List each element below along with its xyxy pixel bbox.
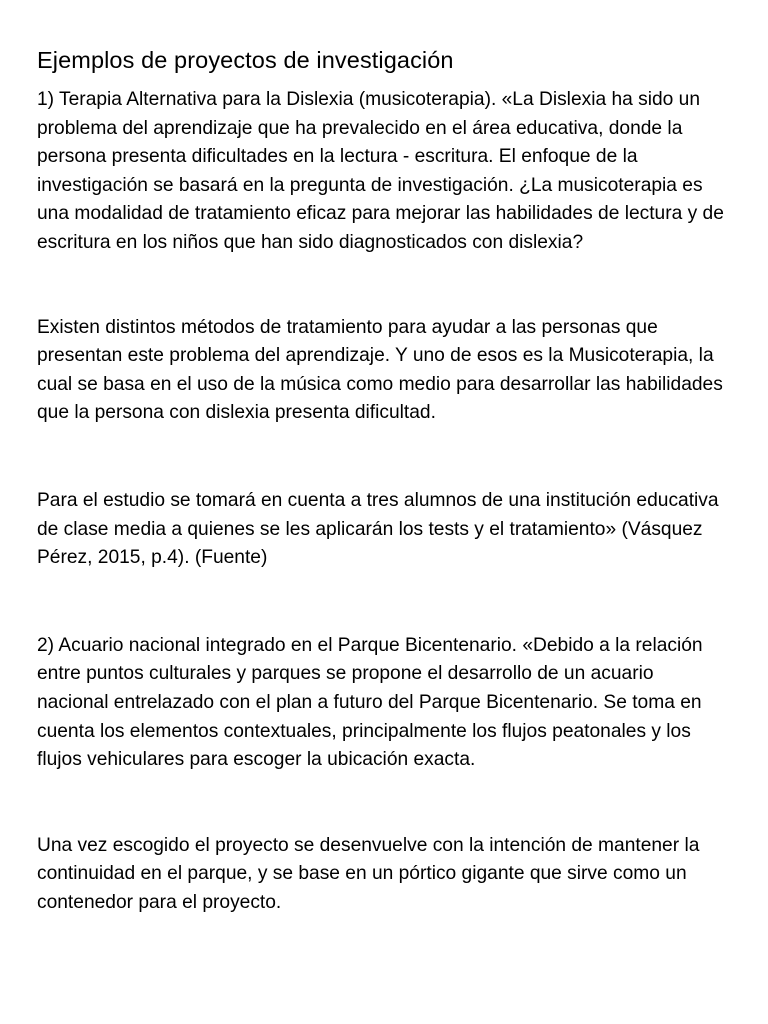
paragraph-dislexia-methods: Existen distintos métodos de tratamiento para ayudar a las personas que presentan este problema del aprendizaje. Y uno de esos es la Musicoterapia, la cual se basa en el uso de la música como medio para desarrollar las habilidades que la persona con dislexia presenta dificultad.	[37, 316, 723, 424]
paragraph-acuario-intro: 2) Acuario nacional integrado en el Parque Bicentenario. «Debido a la relación entre puntos culturales y parques se propone el desarrollo de un acuario nacional entrelazado con el plan a futuro del Parque Bicentenario. Se toma en cuenta los elementos contextuales, principalmente los flujos peatonales y los flujos vehiculares para escoger la ubicación exacta.	[37, 634, 703, 771]
paragraph-acuario-project: Una vez escogido el proyecto se desenvuelve con la intención de mantener la continuidad en el parque, y se base en un pórtico gigante que sirve como un contenedor para el proyecto.	[37, 834, 700, 913]
paragraph-dislexia-study: Para el estudio se tomará en cuenta a tres alumnos de una institución educativa de clase media a quienes se les aplicarán los tests y el tratamiento» (Vásquez Pérez, 2015, p.4). (Fuente)	[37, 489, 719, 569]
paragraph-dislexia-intro: 1) Terapia Alternativa para la Dislexia (musicoterapia). «La Dislexia ha sido un problema del aprendizaje que ha prevalecido en el área educativa, donde la persona presenta dificultades en la lectura - escritura. El enfoque de la investigación se basará en la pregunta de investigación. ¿La musicoterapia es una modalidad de tratamiento eficaz para mejorar las habilidades de lectura y de escritura en los niños que han sido diagnosticados con dislexia?	[37, 89, 724, 253]
document-title: Ejemplos de proyectos de investigación	[37, 47, 454, 73]
